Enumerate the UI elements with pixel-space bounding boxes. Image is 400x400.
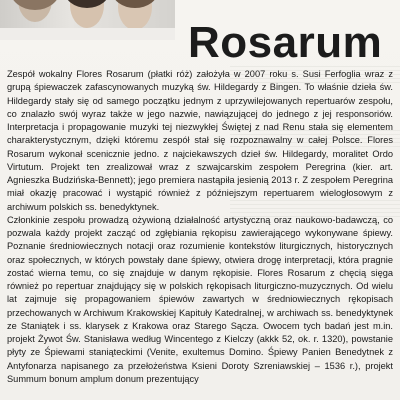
article-paragraph: Zespół wokalny Flores Rosarum (płatki róż) założyła w 2007 roku s. Susi Ferfoglia wraz z grupą śpiewaczek zafascynowanych muzyką św. Hildegardy z Bingen. To właśnie dzieła św. Hildegardy stały się od samego początku jednym z uprzywilejowanych repertuarów zespołu, co znalazło swój wyraz także w jego nazwie, nawiązującej do jednego z jej responsoriów. Interpretacja i propagowanie muzyki tej niezwykłej Świętej z nad Renu stała się elementem charakterystycznym, dzięki któremu zespół stał się rozpoznawalny w całej Polsce. Flores Rosarum wykonał scenicznie jedno. z najciekawszych dzieł św. Hildegardy, moralitet Ordo Virtutum. Projekt ten zrealizował wraz z szwajcarskim zespołem Peregrina (kier. art. Agnieszka Budzińska-Bennett); jego premiera nastąpiła jesienią 2013 r. Z zespołem Peregrina miał okazję pracować i wystąpić również z późniejszym repertuarem wielogłosowym z archiwum polskich ss. benedyktynek. bbox=[7, 69, 393, 212]
article-body bbox=[7, 68, 393, 386]
article-paragraph: Członkinie zespołu prowadzą ożywioną działalność artystyczną oraz naukowo-badawczą, co pozwala każdy projekt zacząć od zgłębiania rękopisu zawierającego wykonywane śpiewy. Poznanie średniowiecznych notacji oraz rozumienie kontekstów liturgicznych, historycznych oraz społecznych, w których powstały dane śpiewy, otwiera drogę interpretacji, która pragnie zostać wierna temu, co się znajduje w danym rękopisie. Flores Rosarum z chęcią sięga również po repertuar znajdujący się w polskich rękopisach liturgiczno-muzycznych. Od wielu lat zajmuje się propagowaniem śpiewów zawartych w średniowiecznych rękopisach przechowanych w Archiwum Krakowskiej Kapituły Katedralnej, w archiwach ss. benedyktynek ze Staniątek i ss. klarysek z Krakowa oraz Starego Sącza. Owocem tych badań jest m.in. projekt Żywot Św. Stanisława według Wincentego z Kielczy (akkk 52, ok. r. 1320), powstanie płyty ze Śpiewami staniąteckimi (Venite, exultemus Domino. Śpiewy Panien Benedytnek z Antyfonarza napisanego za przełożeństwa Ksieni Doroty Szreniawskiej – 1536 r.), projekt Summum bonum amplum donum prezentujący bbox=[7, 214, 393, 384]
group-photo bbox=[0, 0, 175, 40]
page-title: Rosarum bbox=[188, 18, 383, 68]
